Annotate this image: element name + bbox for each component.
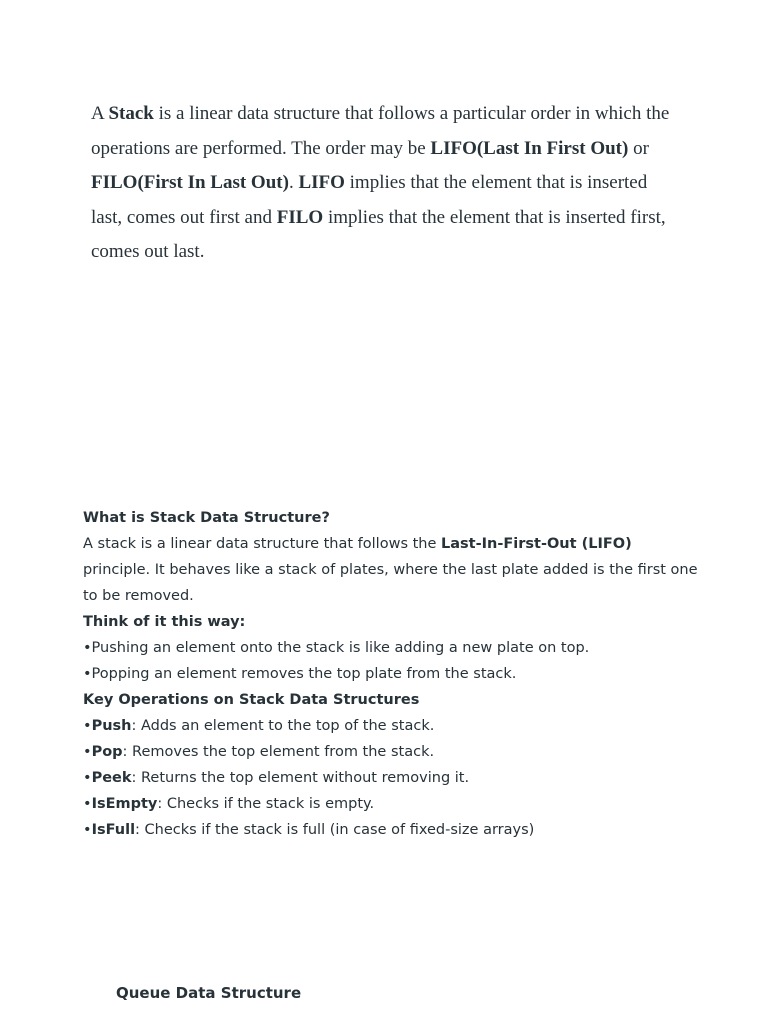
intro-text: is a linear data structure that follows a particular order in which the operations are performed. The order may be [91,103,670,159]
intro-bold-term: LIFO [298,172,345,193]
operation-description: : Checks if the stack is empty. [157,796,375,812]
definition-text: principle. It behaves like a stack of plates, where the last plate added is the first one to be removed. [83,562,698,604]
bullet: • [83,770,92,786]
operation-item-isempty [83,791,703,817]
list-item: •Pushing an element onto the stack is like adding a new plate on top. [83,640,590,656]
queue-section-title: Queue Data Structure [116,984,302,1002]
intro-text: A [91,103,109,124]
operation-name: Pop [91,744,123,760]
definition-text: A stack is a linear data structure that follows the [83,536,442,552]
operation-name: IsEmpty [91,796,158,812]
bullet: • [83,718,92,734]
operation-item-pop [83,739,703,765]
operation-name: Push [91,718,132,734]
intro-bold-term: FILO [276,206,324,228]
stack-intro-paragraph [91,97,671,270]
bullet: • [83,796,92,812]
intro-bold-term: FILO(First In Last Out) [91,172,289,193]
intro-bold-term: LIFO(Last In First Out) [430,137,629,159]
intro-text: implies that the element that is inserted last, comes out first and [91,172,648,228]
intro-text: or [628,137,649,159]
what-is-stack-heading: What is Stack Data Structure? [83,510,330,526]
key-operations-heading: Key Operations on Stack Data Structures [83,692,420,708]
operation-description: : Returns the top element without removing it. [131,770,470,786]
operation-item-isfull [83,817,703,843]
think-of-it-heading: Think of it this way: [83,614,246,630]
operation-item-peek [83,765,703,791]
intro-bold-term: Stack [108,103,154,124]
stack-definition-paragraph [83,531,703,609]
operation-name: Peek [91,770,132,786]
definition-bold-term: Last-In-First-Out (LIFO) [441,536,632,552]
operation-description: : Removes the top element from the stack. [122,744,435,760]
stack-definition-section [83,505,703,843]
intro-text: . [288,172,299,193]
operation-description: : Adds an element to the top of the stack. [131,718,435,734]
operation-item-push [83,713,703,739]
list-item: •Popping an element removes the top plate from the stack. [83,666,517,682]
operation-description: : Checks if the stack is full (in case of fixed-size arrays) [135,822,535,838]
bullet: • [83,822,92,838]
operation-name: IsFull [91,822,136,838]
intro-text: implies that the element that is inserted first, comes out last. [91,206,666,262]
bullet: • [83,744,92,760]
